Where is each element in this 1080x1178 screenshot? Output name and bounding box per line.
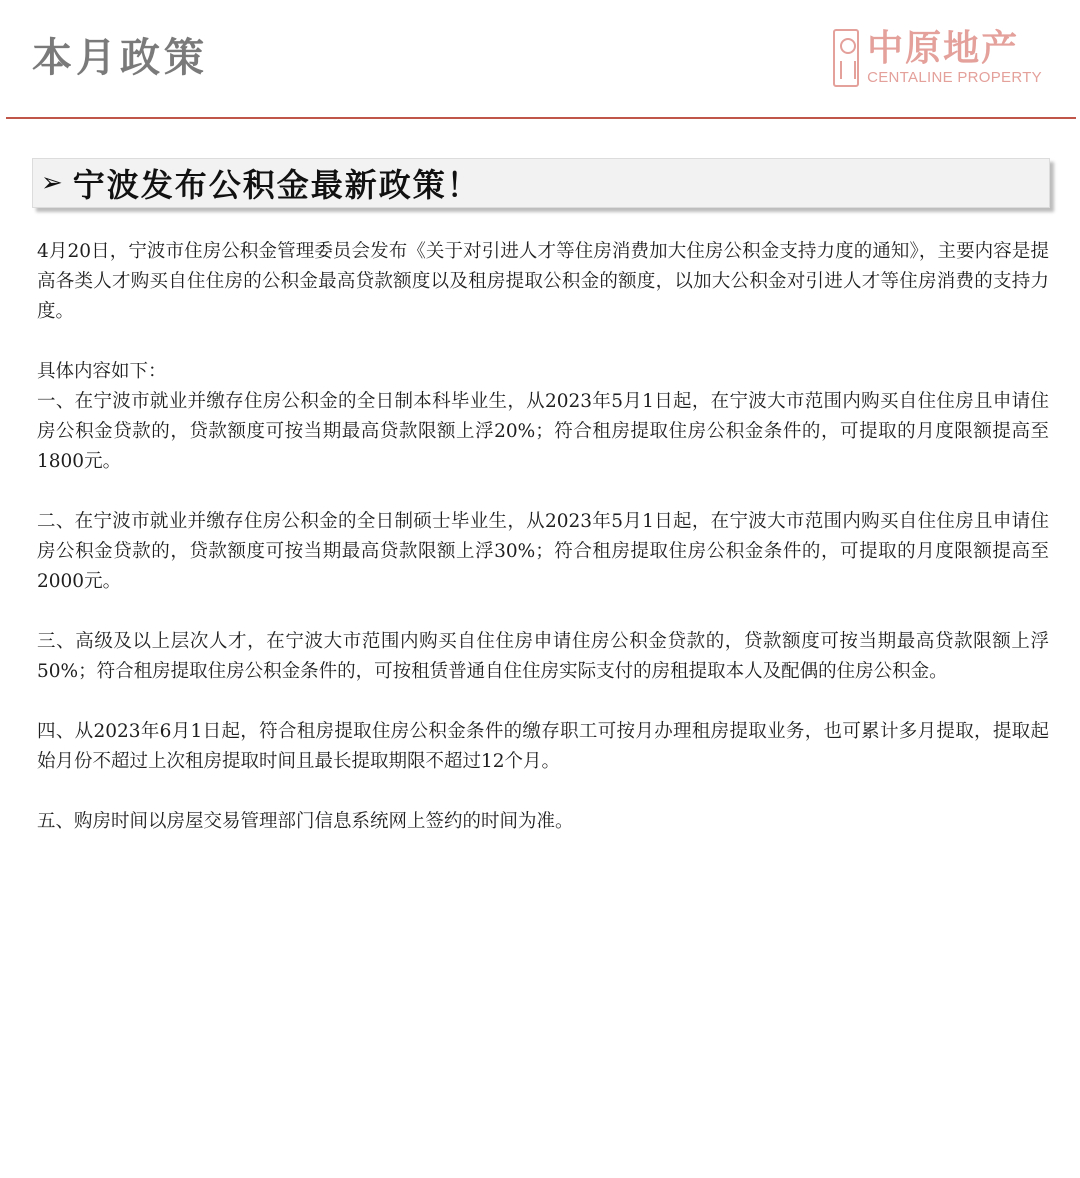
section-banner [32, 158, 1050, 208]
policy-item-4: 四、从2023年6月1日起，符合租房提取住房公积金条件的缴存职工可按月办理租房提取业务，也可累计多月提取，提取起始月份不超过上次租房提取时间且最长提取期限不超过12个月。 [37, 721, 1049, 772]
policy-item-2: 二、在宁波市就业并缴存住房公积金的全日制硕士毕业生，从2023年5月1日起，在宁波大市范围内购买自住住房且申请住房公积金贷款的，贷款额度可按当期最高贷款限额上浮30%；符合租房提取住房公积金条件的，可提取的月度限额提高至2000元。 [37, 511, 1049, 592]
article-body [37, 237, 1049, 867]
arrow-bullet-icon: ➢ [41, 168, 63, 198]
company-logo [833, 26, 1042, 90]
policy-item-1: 一、在宁波市就业并缴存住房公积金的全日制本科毕业生，从2023年5月1日起，在宁波大市范围内购买自住住房且申请住房公积金贷款的，贷款额度可按当期最高贷款限额上浮20%；符合租房提取住房公积金条件的，可提取的月度限额提高至1800元。 [37, 391, 1049, 472]
logo-text [867, 29, 1042, 87]
list-heading: 具体内容如下： [37, 361, 167, 382]
header-divider [6, 117, 1076, 119]
policy-item-3: 三、高级及以上层次人才，在宁波大市范围内购买自住住房申请住房公积金贷款的，贷款额度可按当期最高贷款限额上浮50%；符合租房提取住房公积金条件的，可按租赁普通自住住房实际支付的房租提取本人及配偶的住房公积金。 [37, 631, 1049, 682]
logo-english-name: CENTALINE PROPERTY [867, 69, 1042, 86]
policy-item-5: 五、购房时间以房屋交易管理部门信息系统网上签约的时间为准。 [37, 811, 574, 832]
intro-paragraph: 4月20日，宁波市住房公积金管理委员会发布《关于对引进人才等住房消费加大住房公积金支持力度的通知》，主要内容是提高各类人才购买自住住房的公积金最高贷款额度以及租房提取公积金的额度，以加大公积金对引进人才等住房消费的支持力度。 [37, 241, 1049, 322]
logo-chinese-name: 中原地产 [867, 28, 1020, 69]
section-title: 宁波发布公积金最新政策！ [72, 166, 481, 204]
page-title: 本月政策 [32, 34, 208, 81]
logo-seal-icon [833, 29, 859, 87]
